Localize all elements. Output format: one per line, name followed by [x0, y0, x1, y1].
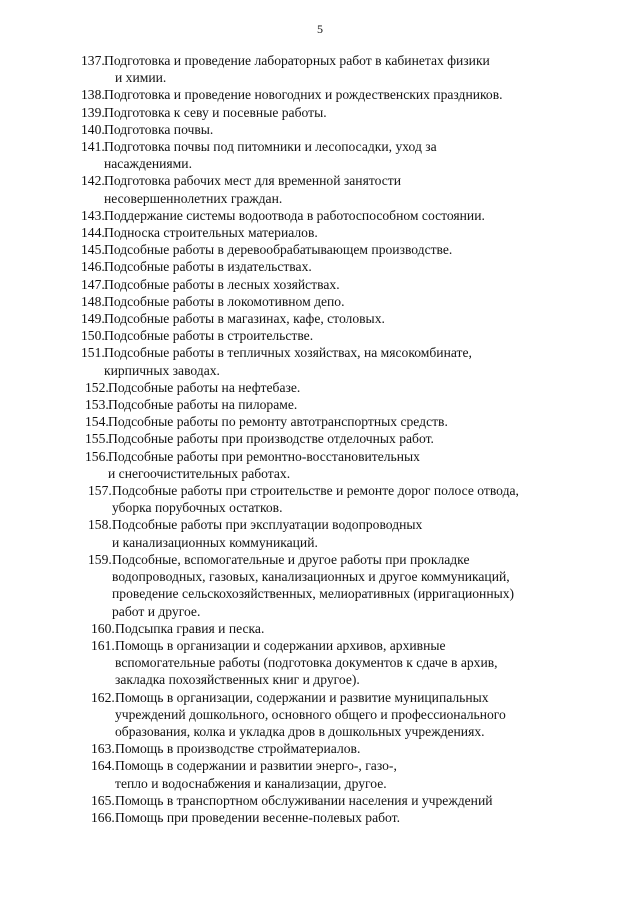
item-number: 162. [91, 689, 115, 705]
item-number: 165. [91, 792, 115, 808]
list-item [0, 310, 640, 327]
item-number: 163. [91, 741, 115, 757]
item-text-line: Подготовка и проведение лабораторных работ в кабинетах физики [104, 53, 490, 68]
item-number: 148. [81, 293, 105, 309]
item-number: 144. [81, 225, 105, 241]
list-item [0, 52, 640, 86]
item-text-line: Помощь в содержании и развитии энерго-, газо-, [115, 758, 397, 774]
list-item [0, 430, 640, 447]
list-item [0, 121, 640, 138]
list-item [0, 327, 640, 344]
item-text-line: Помощь в организации, содержании и развитие муниципальных [115, 689, 489, 705]
item-number: 152. [85, 379, 109, 395]
list-item [0, 482, 640, 516]
list-item [0, 516, 640, 550]
item-text-line: Подготовка и проведение новогодних и рождественских праздников. [104, 87, 503, 103]
item-text-line: Подсобные работы по ремонту автотранспортных средств. [108, 414, 448, 430]
item-text-line: и канализационных коммуникаций. [112, 534, 318, 550]
list-item [0, 344, 640, 378]
item-text-line: Поддержание системы водоотвода в работоспособном состоянии. [104, 207, 485, 223]
item-number: 141. [81, 139, 105, 155]
item-number: 161. [91, 637, 115, 653]
item-text-line: тепло и водоснабжения и канализации, другое. [115, 775, 387, 791]
item-text-line: Подсобные работы в тепличных хозяйствах, на мясокомбинате, [104, 345, 472, 361]
list-item [0, 689, 640, 741]
item-number: 146. [81, 259, 105, 275]
list-item [0, 792, 640, 809]
list-item [0, 637, 640, 689]
list-item [0, 757, 640, 791]
item-number: 142. [81, 173, 105, 189]
item-text-line: учреждений дошкольного, основного общего и профессионального [115, 706, 506, 722]
list-item [0, 293, 640, 310]
list-item [0, 104, 640, 121]
item-number: 154. [85, 414, 109, 430]
item-text-line: Подсобные работы в локомотивном депо. [104, 293, 345, 309]
item-text-line: образования, колка и укладка дров в дошкольных учреждениях. [115, 723, 485, 739]
item-text-line: Подсобные, вспомогательные и другое работы при прокладке [112, 551, 470, 567]
item-number: 157. [88, 483, 112, 499]
list-item [0, 172, 640, 206]
page-number: 5 [317, 22, 323, 36]
item-text-line: уборка порубочных остатков. [112, 500, 283, 516]
item-number: 164. [91, 758, 115, 774]
item-text-line: и снегоочистительных работах. [108, 465, 291, 481]
list-item [0, 413, 640, 430]
list-item [0, 620, 640, 637]
item-number: 143. [81, 207, 105, 223]
item-number: 160. [91, 620, 115, 636]
item-text-line: Подсобные работы в издательствах. [104, 259, 312, 275]
item-number: 158. [88, 517, 112, 533]
item-text-line: Помощь при проведении весенне-полевых работ. [115, 809, 400, 825]
item-text-line: Подсобные работы при эксплуатации водопроводных [112, 517, 423, 533]
item-text-line: Подсобные работы при строительстве и ремонте дорог полосе отвода, [112, 483, 519, 499]
list-item [0, 207, 640, 224]
item-number: 137. [81, 53, 105, 68]
list-item [0, 276, 640, 293]
item-text-line: Подсобные работы в строительстве. [104, 328, 314, 344]
item-text-line: закладка похозяйственных книг и другое). [115, 672, 360, 688]
item-text-line: Помощь в организации и содержании архивов, архивные [115, 637, 446, 653]
item-text-line: Подсобные работы в деревообрабатывающем производстве. [104, 242, 453, 258]
item-number: 155. [85, 431, 109, 447]
item-number: 166. [91, 809, 115, 825]
item-text-line: Подсобные работы в лесных хозяйствах. [104, 276, 340, 292]
item-number: 159. [88, 551, 112, 567]
item-text-line: несовершеннолетних граждан. [104, 190, 283, 206]
list-item [0, 379, 640, 396]
item-number: 153. [85, 397, 109, 413]
numbered-list [0, 52, 640, 826]
item-number: 150. [81, 328, 105, 344]
item-text-line: Подготовка рабочих мест для временной занятости [104, 173, 401, 189]
list-item [0, 258, 640, 275]
item-text-line: кирпичных заводах. [104, 362, 220, 378]
item-text-line: Помощь в транспортном обслуживании населения и учреждений [115, 792, 493, 808]
item-number: 149. [81, 311, 105, 327]
item-text-line: Подсыпка гравия и песка. [115, 620, 265, 636]
item-text-line: Подготовка к севу и посевные работы. [104, 104, 327, 120]
list-item [0, 224, 640, 241]
item-text-line: Подсобные работы при производстве отделочных работ. [108, 431, 434, 447]
item-text-line: работ и другое. [112, 603, 201, 619]
list-item [0, 740, 640, 757]
list-item [0, 396, 640, 413]
item-text-line: Подготовка почвы под питомники и лесопосадки, уход за [104, 139, 437, 155]
item-text-line: вспомогательные работы (подготовка документов к сдаче в архив, [115, 655, 498, 671]
item-text-line: Подноска строительных материалов. [104, 225, 318, 241]
item-number: 151. [81, 345, 105, 361]
item-number: 138. [81, 87, 105, 103]
item-text-line: насаждениями. [104, 156, 192, 172]
list-item [0, 138, 640, 172]
item-text-line: Подсобные работы на пилораме. [108, 397, 298, 413]
list-item [0, 448, 640, 482]
item-number: 147. [81, 276, 105, 292]
item-text-line: проведение сельскохозяйственных, мелиоративных (ирригационных) [112, 586, 515, 602]
item-text-line: Подготовка почвы. [104, 121, 214, 137]
item-text-line: Подсобные работы на нефтебазе. [108, 379, 301, 395]
item-text-line: и химии. [115, 70, 167, 86]
list-item [0, 241, 640, 258]
item-text-line: Подсобные работы в магазинах, кафе, столовых. [104, 311, 385, 327]
item-number: 156. [85, 448, 109, 464]
list-item [0, 809, 640, 826]
item-number: 139. [81, 104, 105, 120]
list-item [0, 551, 640, 620]
item-text-line: Помощь в производстве стройматериалов. [115, 741, 361, 757]
item-number: 145. [81, 242, 105, 258]
item-text-line: Подсобные работы при ремонтно-восстановительных [108, 448, 420, 464]
list-item [0, 86, 640, 103]
item-text-line: водопроводных, газовых, канализационных и другое коммуникаций, [112, 569, 510, 585]
item-number: 140. [81, 121, 105, 137]
